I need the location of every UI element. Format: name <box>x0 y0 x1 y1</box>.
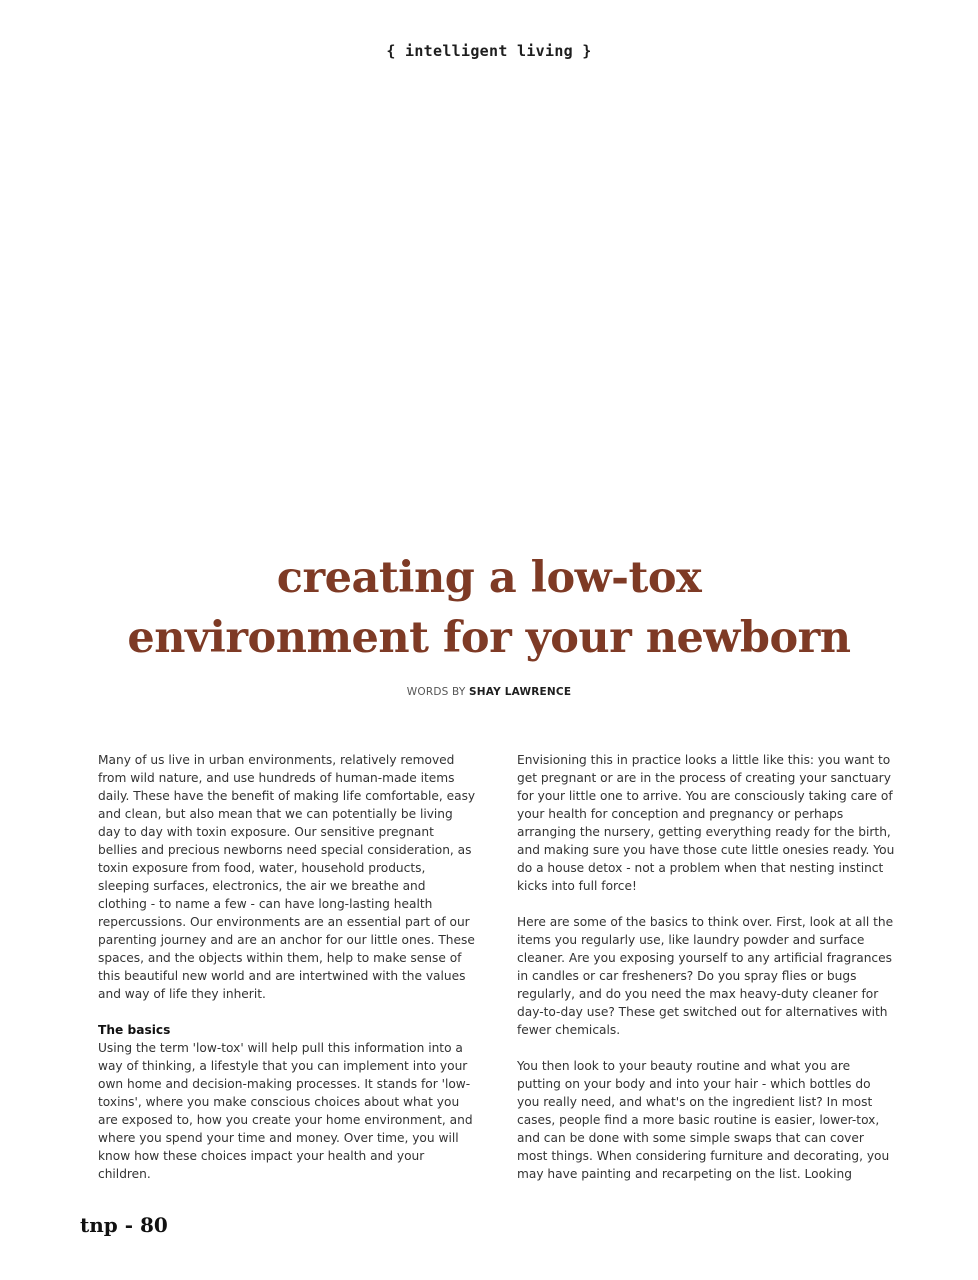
subheading-the-basics: The basics <box>98 1023 171 1037</box>
body-paragraph: Many of us live in urban environments, relatively removed from wild nature, and use hundreds of human-made items daily. These have the benefit of making life comfortable, easy and clean, but also mean that we can potentially be living day to day with toxin exposure. Our sensitive pregnant bellies and precious newborns need special consideration, as toxin exposure from food, water, household products, sleeping surfaces, electronics, the air we breathe and clothing - to name a few - can have long-lasting health repercussions. Our environments are an essential part of our parenting journey and are an anchor for our little ones. These spaces, and the objects within them, help to make sense of this beautiful new world and are intertwined with the values and way of life they inherit. <box>98 753 476 1001</box>
body-paragraph: Envisioning this in practice looks a little like this: you want to get pregnant or are in the process of creating your sanctuary for your little one to arrive. You are consciously taking care of your health for conception and pregnancy or perhaps arranging the nursery, getting everything ready for the birth, and making sure you have those cute little onesies ready. You do a house detox - not a problem when that nesting instinct kicks into full force! <box>517 753 895 893</box>
body-column-right <box>517 751 895 1183</box>
article-title-line-2: environment for your newborn <box>127 613 851 663</box>
page-footer: tnp - 80 <box>80 1213 168 1237</box>
byline <box>0 686 978 698</box>
body-paragraph: You then look to your beauty routine and what you are putting on your body and into your hair - which bottles do you really need, and what's on the ingredient list? In most cases, people find a more basic routine is easier, lower-tox, and can be done with some simple swaps that can cover most things. When considering furniture and decorating, you may have painting and recarpeting on the list. Looking <box>517 1059 890 1181</box>
body-paragraph: Here are some of the basics to think over. First, look at all the items you regularly use, like laundry powder and surface cleaner. Are you exposing yourself to any artificial fragrances in candles or car fresheners? Do you spray flies or bugs regularly, and do you need the max heavy-duty cleaner for day-to-day use? These get switched out for alternatives with fewer chemicals. <box>517 915 894 1037</box>
article-title <box>0 548 978 668</box>
section-label: { intelligent living } <box>386 42 592 60</box>
body-paragraph: Using the term 'low-tox' will help pull this information into a way of thinking, a lifestyle that you can implement into your own home and decision-making processes. It stands for 'low-toxins', where you make conscious choices about what you are exposed to, how you create your home environment, and where you spend your time and money. Over time, you will know how these choices impact your health and your children. <box>98 1041 473 1181</box>
byline-author: SHAY LAWRENCE <box>469 686 572 698</box>
body-column-left <box>98 751 476 1183</box>
byline-prefix: WORDS BY <box>406 686 466 698</box>
article-title-line-1: creating a low-tox <box>276 553 702 603</box>
